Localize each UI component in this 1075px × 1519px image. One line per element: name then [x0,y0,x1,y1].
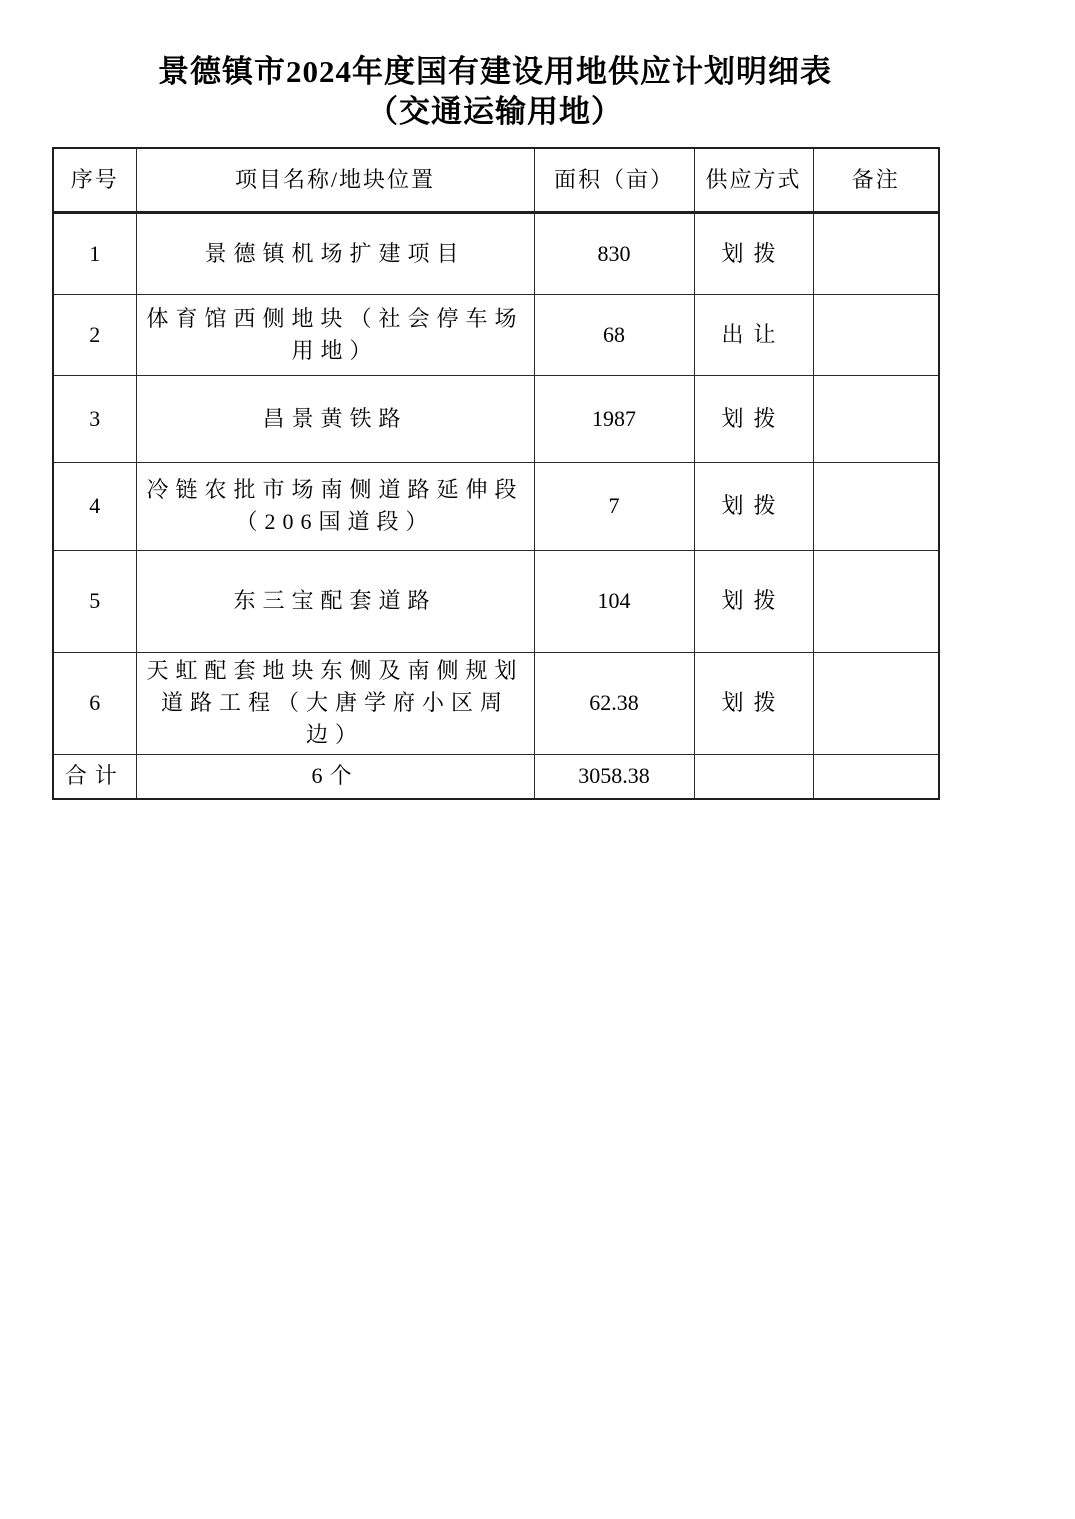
table-row [53,652,939,754]
total-row [53,754,939,799]
area-cell: 62.38 [534,652,694,754]
project-name-cell: 体育馆西侧地块（社会停车场用地） [136,294,534,375]
page-subtitle: （交通运输用地） [367,94,623,129]
row-number-cell: 4 [53,462,136,550]
area-cell: 104 [534,550,694,652]
page-title: 景德镇市2024年度国有建设用地供应计划明细表 [158,54,832,89]
table-row [53,212,939,294]
row-number-cell: 3 [53,375,136,462]
title-block [52,52,938,132]
supply-method-cell: 划拨 [694,462,813,550]
area-cell: 7 [534,462,694,550]
header-area: 面积（亩） [534,148,694,212]
total-method-cell [694,754,813,799]
project-name-cell: 昌景黄铁路 [136,375,534,462]
note-cell [813,375,939,462]
note-cell [813,462,939,550]
row-number-cell: 2 [53,294,136,375]
project-name-cell: 冷链农批市场南侧道路延伸段（206国道段） [136,462,534,550]
row-number-cell: 5 [53,550,136,652]
table-row [53,375,939,462]
table-row [53,550,939,652]
total-count-cell: 6个 [136,754,534,799]
header-note: 备注 [813,148,939,212]
note-cell [813,550,939,652]
note-cell [813,294,939,375]
header-serial-number: 序号 [53,148,136,212]
land-supply-table [52,147,940,800]
supply-method-cell: 划拨 [694,652,813,754]
supply-method-cell: 出让 [694,294,813,375]
header-supply-method: 供应方式 [694,148,813,212]
project-name-cell: 东三宝配套道路 [136,550,534,652]
project-name-cell: 天虹配套地块东侧及南侧规划道路工程（大唐学府小区周边） [136,652,534,754]
supply-method-cell: 划拨 [694,375,813,462]
row-number-cell: 1 [53,212,136,294]
project-name-cell: 景德镇机场扩建项目 [136,212,534,294]
supply-method-cell: 划拨 [694,212,813,294]
note-cell [813,652,939,754]
table-row [53,294,939,375]
header-project-name: 项目名称/地块位置 [136,148,534,212]
total-area-cell: 3058.38 [534,754,694,799]
row-number-cell: 6 [53,652,136,754]
area-cell: 68 [534,294,694,375]
supply-method-cell: 划拨 [694,550,813,652]
area-cell: 830 [534,212,694,294]
total-label-cell: 合计 [53,754,136,799]
table-header-row [53,148,939,212]
area-cell: 1987 [534,375,694,462]
total-note-cell [813,754,939,799]
table-row [53,462,939,550]
note-cell [813,212,939,294]
